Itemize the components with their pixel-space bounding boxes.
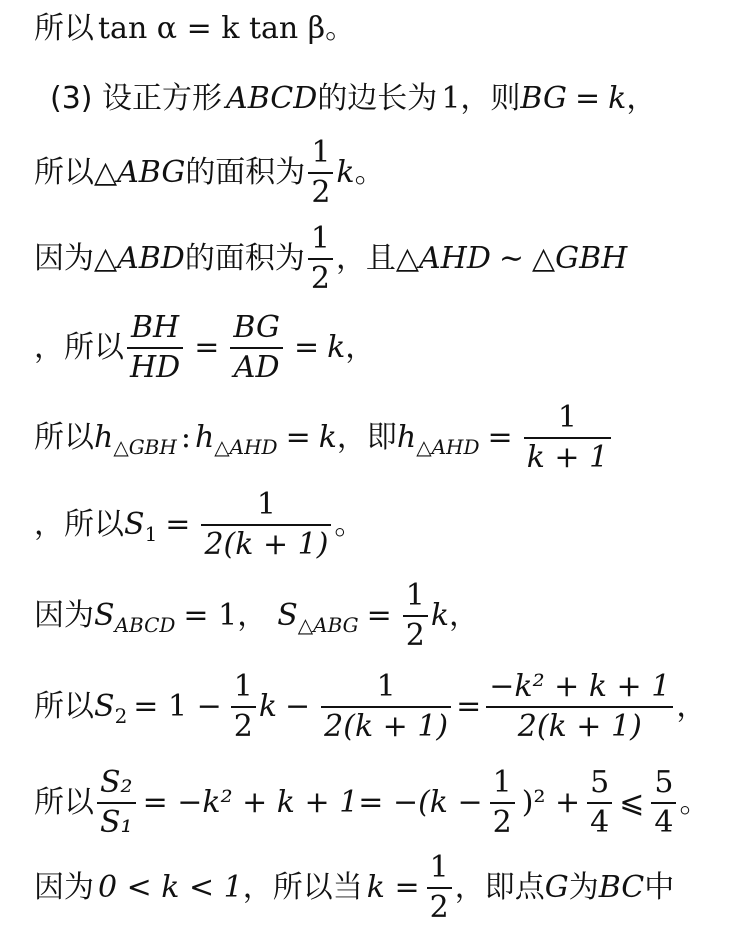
line-1 <box>34 11 750 46</box>
fraction <box>587 766 612 839</box>
fraction-bar <box>651 802 676 804</box>
numerator: −k² + k + 1 <box>489 669 671 705</box>
denominator: 2 <box>310 261 330 296</box>
fraction <box>127 311 183 384</box>
math-var: k <box>258 689 278 724</box>
fraction <box>427 851 452 924</box>
text: ，即点 <box>454 870 545 905</box>
numerator: 5 <box>654 765 674 801</box>
math-var: AHD <box>419 241 491 276</box>
text: 所以 <box>34 689 94 724</box>
line-7 <box>34 486 750 564</box>
math-var: ABD <box>117 241 185 276</box>
line-6 <box>34 400 750 476</box>
text: 所以△ <box>34 155 118 190</box>
text: 为 <box>568 870 599 905</box>
denominator: 4 <box>590 805 610 840</box>
denominator: 4 <box>654 805 674 840</box>
numerator: 1 <box>405 578 425 614</box>
text: ，所以当 <box>242 870 363 905</box>
math-var: k <box>327 330 346 365</box>
line-3 <box>34 135 750 210</box>
numerator: BH <box>131 310 180 346</box>
text: 因为△ <box>34 241 118 276</box>
line-5 <box>34 308 750 388</box>
text: ， <box>626 81 657 116</box>
text: 所以 <box>34 420 94 455</box>
fraction-bar <box>524 437 611 439</box>
numerator: S₂ <box>100 765 133 801</box>
text: 因为 <box>34 870 94 905</box>
fraction <box>403 579 428 652</box>
denominator: 2 <box>311 175 331 210</box>
math-expression: tan α = k tan β <box>98 11 326 46</box>
fraction <box>486 670 673 743</box>
text: 的面积为 <box>185 155 306 190</box>
math-var: S <box>124 507 145 542</box>
math-var: S <box>94 689 115 724</box>
math-var: k <box>318 420 337 455</box>
line-9 <box>34 664 750 750</box>
text: 所以 <box>34 11 94 46</box>
math-op: = <box>487 420 513 455</box>
numerator: 1 <box>429 850 449 886</box>
math-op: − <box>285 689 311 724</box>
denominator: 2 <box>405 618 425 653</box>
math-op: = <box>574 81 601 116</box>
text: 。 <box>679 785 710 820</box>
math-expression: 0 < k < 1 <box>98 870 243 905</box>
text: ，且△ <box>335 241 420 276</box>
denominator: HD <box>130 350 181 385</box>
subscript: 1 <box>144 522 158 546</box>
line-4 <box>34 221 750 296</box>
math-op: = <box>293 330 320 365</box>
text: 的面积为 <box>184 241 305 276</box>
math-var: G <box>544 870 569 905</box>
fraction <box>321 670 451 743</box>
math-var: h <box>396 420 417 455</box>
math-expression: = −k² + k + 1= −(k − <box>142 785 483 820</box>
fraction-bar <box>231 706 256 708</box>
fraction <box>651 766 676 839</box>
math-var: h <box>194 420 215 455</box>
fraction-bar <box>403 615 428 617</box>
math-expression: k = <box>366 870 420 905</box>
denominator: 2 <box>233 709 253 744</box>
denominator: 2(k + 1) <box>204 527 329 562</box>
denominator: 2 <box>429 890 449 925</box>
numerator: 1 <box>233 669 253 705</box>
text: ，即 <box>336 420 397 455</box>
less-equal-symbol: ⩽ <box>619 785 645 820</box>
math-expression: = 1 − <box>133 689 222 724</box>
denominator: 2 <box>492 805 512 840</box>
text: 。 <box>334 507 365 542</box>
subscript: △ABG <box>297 613 359 637</box>
fraction-bar <box>486 706 673 708</box>
text: 。 <box>325 11 356 46</box>
subscript: △AHD <box>214 435 278 459</box>
subscript: △GBH <box>113 435 177 459</box>
denominator: 2(k + 1) <box>324 709 449 744</box>
numerator: 5 <box>590 765 610 801</box>
math-var: k <box>608 81 627 116</box>
fraction-bar <box>308 172 333 174</box>
math-op: = <box>456 689 482 724</box>
math-expression: )² + <box>521 785 581 820</box>
fraction-bar <box>201 524 331 526</box>
denominator: AD <box>233 350 280 385</box>
text: ， <box>676 689 707 724</box>
numerator: 1 <box>311 135 331 171</box>
subscript: ABCD <box>114 613 176 637</box>
text: ，则 <box>460 81 521 116</box>
fraction-bar <box>308 258 333 260</box>
math-var: BG <box>520 81 567 116</box>
text: 的边长为 <box>317 81 438 116</box>
math-var: ABG <box>117 155 186 190</box>
triangle-symbol: △ <box>532 241 556 276</box>
math-var: BC <box>598 870 645 905</box>
math-var: k <box>336 155 355 190</box>
fraction <box>308 222 333 295</box>
subscript: △AHD <box>416 435 480 459</box>
fraction-bar <box>587 802 612 804</box>
numerator: 1 <box>256 487 276 523</box>
numerator: 1 <box>557 400 577 436</box>
denominator: S₁ <box>100 805 133 840</box>
denominator: 2(k + 1) <box>517 709 642 744</box>
text: 中 <box>644 870 675 905</box>
math-op: = <box>285 420 311 455</box>
fraction-bar <box>97 802 136 804</box>
line-11 <box>34 850 750 926</box>
subscript: 2 <box>114 704 128 728</box>
text: ， <box>237 598 268 633</box>
math-var: h <box>94 420 114 455</box>
text: ， <box>449 598 480 633</box>
math-op: = <box>366 598 392 633</box>
text: ，所以 <box>34 507 124 542</box>
fraction-bar <box>490 802 515 804</box>
text: (3) 设正方形 <box>50 81 223 116</box>
numerator: 1 <box>376 669 396 705</box>
math-op: : <box>180 420 191 455</box>
text: 因为 <box>34 598 94 633</box>
numerator: 1 <box>310 221 330 257</box>
fraction <box>490 766 515 839</box>
math-op: = <box>165 507 191 542</box>
numerator: 1 <box>492 765 512 801</box>
fraction <box>97 766 136 839</box>
fraction-bar <box>230 347 283 349</box>
math-op: = <box>194 330 220 365</box>
math-expression: = 1 <box>183 598 238 633</box>
text: ， <box>345 330 376 365</box>
fraction <box>231 670 256 743</box>
line-10 <box>34 760 750 846</box>
fraction <box>308 136 333 209</box>
math-var: GBH <box>555 241 628 276</box>
math-var: S <box>277 598 298 633</box>
fraction-bar <box>127 347 183 349</box>
fraction <box>201 488 331 561</box>
line-8 <box>34 578 750 654</box>
line-2 <box>50 81 750 116</box>
fraction <box>230 311 283 384</box>
text: ，所以 <box>34 330 124 365</box>
math-number: 1 <box>441 81 461 116</box>
math-var: S <box>94 598 115 633</box>
math-var: k <box>430 598 450 633</box>
text: 所以 <box>34 785 94 820</box>
fraction-bar <box>427 887 452 889</box>
similar-symbol: ∼ <box>498 241 525 276</box>
fraction-bar <box>321 706 451 708</box>
denominator: k + 1 <box>526 440 609 475</box>
fraction <box>524 401 611 474</box>
numerator: BG <box>233 310 280 346</box>
text: 。 <box>354 155 385 190</box>
math-var: ABCD <box>226 81 318 116</box>
